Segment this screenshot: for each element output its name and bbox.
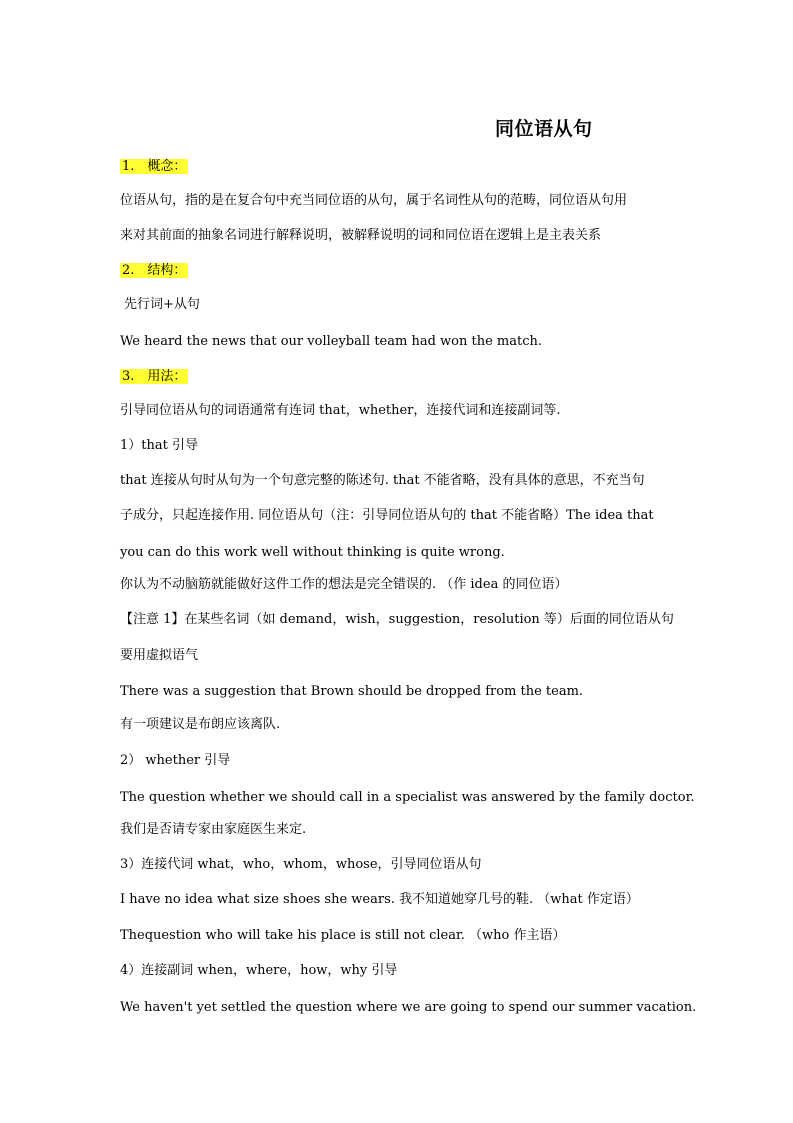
sub-1-heading: 1）that 引导 [120,438,198,453]
sub-2-heading: 2） whether 引导 [120,753,231,768]
sub-1-note-example: There was a suggestion that Brown should be dropped from the team. [120,684,584,699]
sub-2-translation: 我们是否请专家由家庭医生来定. [120,822,307,837]
sub-1-line-4: 你认为不动脑筋就能做好这件工作的想法是完全错误的. （作 idea 的同位语） [120,577,568,592]
page-title: 同位语从句 [495,118,593,140]
section-1-heading [120,158,188,176]
section-3-heading-text: 3. 用法： [122,369,187,384]
section-1-line-1: 位语从句，指的是在复合句中充当同位语的从句，属于名词性从句的范畴，同位语从句用 [120,193,628,208]
sub-4-example: We haven't yet settled the question where we are going to spend our summer vacation. [120,1000,697,1015]
sub-3-example-2: Thequestion who will take his place is still not clear. （who 作主语） [120,928,566,943]
sub-3-heading: 3）连接代词 what，who，whom，whose，引导同位语从句 [120,857,482,872]
sub-1-line-2: 子成分，只起连接作用. 同位语从句（注：引导同位语从句的 that 不能省略）The idea that [120,508,654,523]
sub-1-note-line-1: 【注意 1】在某些名词（如 demand，wish，suggestion，resolution 等）后面的同位语从句 [120,612,674,627]
section-3-heading [120,368,188,386]
sub-1-note-line-2: 要用虚拟语气 [120,648,199,663]
sub-1-line-1: that 连接从句时从句为一个句意完整的陈述句. that 不能省略，没有具体的意思，不充当句 [120,473,645,488]
section-2-heading-text: 2. 结构： [122,263,187,278]
section-2-example: We heard the news that our volleyball team had won the match. [120,334,542,349]
section-2-structure: 先行词+从句 [124,297,200,312]
sub-2-example: The question whether we should call in a specialist was answered by the family doctor. [120,790,695,805]
sub-4-heading: 4）连接副词 when，where，how，why 引导 [120,963,398,978]
sub-3-example-1: I have no idea what size shoes she wears. 我不知道她穿几号的鞋. （what 作定语） [120,892,639,907]
section-1-line-2: 来对其前面的抽象名词进行解释说明，被解释说明的词和同位语在逻辑上是主表关系 [120,228,602,243]
sub-1-line-3: you can do this work well without thinking is quite wrong. [120,545,505,560]
section-1-heading-text: 1. 概念： [122,159,187,174]
sub-1-note-translation: 有一项建议是布朗应该离队. [120,717,281,732]
section-3-intro: 引导同位语从句的词语通常有连词 that，whether，连接代词和连接副词等. [120,403,561,418]
section-2-heading [120,262,188,280]
